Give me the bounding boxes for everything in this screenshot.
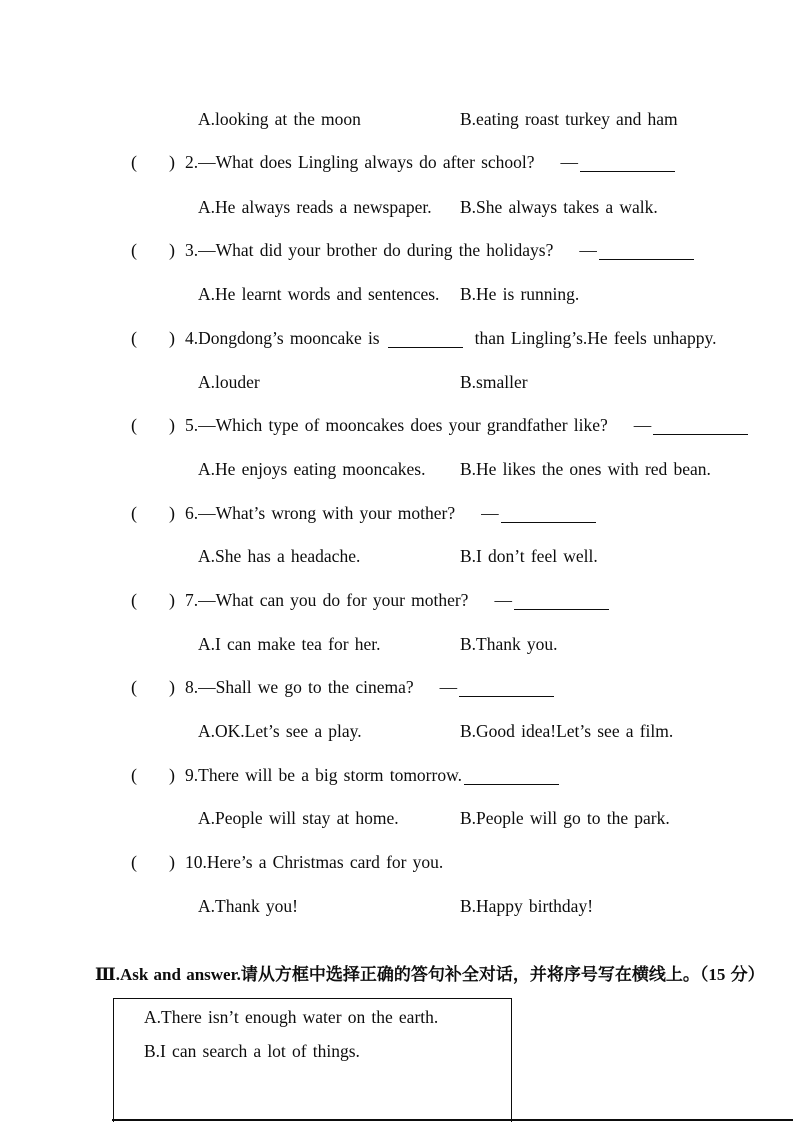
q2-option-a: A.He always reads a newspaper. (198, 197, 432, 217)
answer-paren-close: ) (169, 415, 175, 435)
question-row-9 (0, 764, 793, 786)
question-8-text: 8.—Shall we go to the cinema? — (185, 676, 554, 698)
answer-paren-open: ( (131, 152, 137, 172)
answer-paren-close: ) (169, 240, 175, 260)
q7-option-b: B.Thank you. (460, 634, 558, 654)
question-row-3 (0, 239, 793, 261)
question-row-10 (0, 851, 793, 873)
q4-options-row (0, 371, 793, 393)
q7-options-row (0, 633, 793, 655)
reply-dash: — (481, 503, 499, 523)
answer-blank (388, 334, 463, 348)
question-5-text: 5.—Which type of mooncakes does your grandfather like? — (185, 414, 748, 436)
answer-blank (580, 158, 675, 172)
question-row-6 (0, 502, 793, 524)
question-3-text: 3.—What did your brother do during the holidays? — (185, 239, 694, 261)
question-row-4 (0, 327, 793, 349)
answer-blank (514, 596, 609, 610)
q7-option-a: A.I can make tea for her. (198, 634, 381, 654)
q10-options-row (0, 895, 793, 917)
q9-options-row (0, 807, 793, 829)
q2-options-row (0, 196, 793, 218)
box-option-b: B.I can search a lot of things. (144, 1041, 360, 1061)
answer-paren-open: ( (131, 590, 137, 610)
q6-option-b: B.I don’t feel well. (460, 546, 598, 566)
q8-option-a: A.OK.Let’s see a play. (198, 721, 362, 741)
q5-option-b: B.He likes the ones with red bean. (460, 459, 711, 479)
answer-paren-open: ( (131, 415, 137, 435)
q5-option-a: A.He enjoys eating mooncakes. (198, 459, 426, 479)
answer-paren-close: ) (169, 677, 175, 697)
answer-blank (653, 421, 748, 435)
q1-option-b: B.eating roast turkey and ham (460, 109, 678, 129)
q9-option-a: A.People will stay at home. (198, 808, 399, 828)
answer-paren-open: ( (131, 503, 137, 523)
reply-dash: — (560, 152, 579, 172)
question-10-text: 10.Here’s a Christmas card for you. (185, 852, 444, 872)
bottom-rule (112, 1119, 793, 1121)
question-6-text: 6.—What’s wrong with your mother? — (185, 502, 596, 524)
answer-paren-open: ( (131, 765, 137, 785)
answer-paren-open: ( (131, 852, 137, 872)
question-row-5 (0, 414, 793, 436)
q1-option-a: A.looking at the moon (198, 109, 361, 129)
q9-option-b: B.People will go to the park. (460, 808, 670, 828)
answer-paren-close: ) (169, 328, 175, 348)
answer-paren-open: ( (131, 328, 137, 348)
answer-blank (459, 683, 554, 697)
question-7-text: 7.—What can you do for your mother? — (185, 589, 609, 611)
reply-dash: — (579, 240, 597, 260)
answer-paren-close: ) (169, 590, 175, 610)
q5-options-row (0, 458, 793, 480)
q4-option-b: B.smaller (460, 372, 528, 392)
q10-option-a: A.Thank you! (198, 896, 298, 916)
q1-options-row (0, 108, 793, 130)
answer-paren-close: ) (169, 152, 175, 172)
answer-paren-open: ( (131, 240, 137, 260)
section3-heading: Ⅲ.Ask and answer.请从方框中选择正确的答句补全对话，并将序号写在横线上。（15 分） (95, 965, 765, 984)
q8-options-row (0, 720, 793, 742)
answer-blank (464, 771, 559, 785)
answer-paren-open: ( (131, 677, 137, 697)
answer-blank (599, 246, 694, 260)
q2-option-b: B.She always takes a walk. (460, 197, 658, 217)
box-option-a: A.There isn’t enough water on the earth. (144, 1007, 439, 1027)
answer-paren-close: ) (169, 852, 175, 872)
q6-options-row (0, 545, 793, 567)
question-row-2 (0, 151, 793, 173)
reply-dash: — (633, 415, 652, 435)
reply-dash: — (494, 590, 512, 610)
answer-paren-close: ) (169, 503, 175, 523)
answer-choices-box (113, 998, 512, 1122)
q3-options-row (0, 283, 793, 305)
reply-dash: — (439, 677, 458, 697)
question-4-text: 4.Dongdong’s mooncake is than Lingling’s.He feels unhappy. (185, 328, 717, 348)
q3-option-a: A.He learnt words and sentences. (198, 284, 440, 304)
q3-option-b: B.He is running. (460, 284, 580, 304)
q10-option-b: B.Happy birthday! (460, 896, 594, 916)
answer-blank (501, 509, 596, 523)
answer-paren-close: ) (169, 765, 175, 785)
q6-option-a: A.She has a headache. (198, 546, 361, 566)
question-2-text: 2.—What does Lingling always do after school? — (185, 151, 675, 173)
question-9-text: 9.There will be a big storm tomorrow. (185, 764, 559, 786)
q8-option-b: B.Good idea!Let’s see a film. (460, 721, 674, 741)
question-row-7 (0, 589, 793, 611)
q4-option-a: A.louder (198, 372, 260, 392)
question-row-8 (0, 676, 793, 698)
